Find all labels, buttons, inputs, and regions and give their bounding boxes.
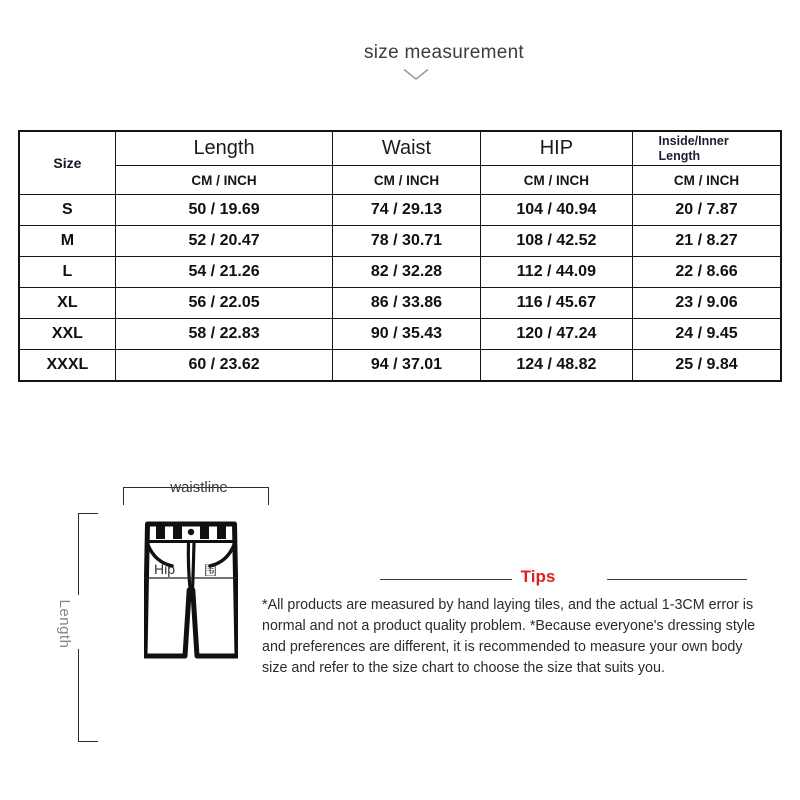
table-row [19, 319, 781, 350]
size-cell: L [19, 257, 115, 288]
length-bracket-tick-bottom [78, 741, 98, 742]
waistline-label: waistline [170, 479, 228, 496]
shorts-diagram [144, 520, 238, 661]
inner-length-cell: 20 / 7.87 [633, 195, 781, 226]
waist-cell: 78 / 30.71 [333, 226, 480, 257]
hip-cell: 124 / 48.82 [480, 350, 632, 382]
tips-heading: Tips [520, 567, 556, 586]
waist-cell: 94 / 37.01 [333, 350, 480, 382]
waist-cell: 82 / 32.28 [333, 257, 480, 288]
hip-cell: 116 / 45.67 [480, 288, 632, 319]
length-bracket-tick-top [78, 513, 98, 514]
inner-length-cell: 24 / 9.45 [633, 319, 781, 350]
waist-cell: 74 / 29.13 [333, 195, 480, 226]
waistline-bracket-tick-left [123, 487, 124, 505]
inner-length-cell: 22 / 8.66 [633, 257, 781, 288]
length-cell: 56 / 22.05 [115, 288, 333, 319]
chevron-down-icon [403, 68, 429, 81]
length-label: Length [56, 599, 74, 649]
inner-length-cell: 25 / 9.84 [633, 350, 781, 382]
page-title: size measurement [363, 42, 525, 63]
tips-divider-left [380, 579, 512, 580]
waistline-bracket-tick-right [268, 487, 269, 505]
hip-cell: 104 / 40.94 [480, 195, 632, 226]
length-unit-header: CM / INCH [115, 166, 333, 195]
hip-cell: 112 / 44.09 [480, 257, 632, 288]
tips-body-text: *All products are measured by hand laying tiles, and the actual 1-3CM error is normal and not a product quality problem. *Because everyone's dressing style and preferences are different, it is recommended to measure your own body size and refer to the size chart to choose the size that suits you. [262, 597, 756, 677]
table-row [19, 288, 781, 319]
hip-cn-label: 围 [204, 563, 218, 578]
length-cell: 58 / 22.83 [115, 319, 333, 350]
belt-loop [217, 524, 226, 539]
waist-cell: 90 / 35.43 [333, 319, 480, 350]
size-table [18, 130, 782, 382]
belt-loop [173, 524, 182, 539]
belt-loop [200, 524, 209, 539]
waist-button [188, 529, 194, 535]
table-header-row [19, 131, 781, 166]
hip-label: Hip [154, 561, 176, 577]
table-subheader-row [19, 166, 781, 195]
table-row [19, 257, 781, 288]
length-cell: 54 / 21.26 [115, 257, 333, 288]
belt-loop [156, 524, 165, 539]
tips-divider-right [607, 579, 747, 580]
table-row [19, 195, 781, 226]
shorts-outline [145, 524, 237, 656]
size-cell: XL [19, 288, 115, 319]
hip-cell: 108 / 42.52 [480, 226, 632, 257]
table-row [19, 350, 781, 382]
waist-unit-header: CM / INCH [333, 166, 480, 195]
length-cell: 60 / 23.62 [115, 350, 333, 382]
shorts-fly-line [193, 542, 194, 588]
length-column-header: Length [115, 131, 333, 166]
inner-unit-header: CM / INCH [633, 166, 781, 195]
length-bracket-line-lower [78, 649, 79, 742]
inner-length-cell: 23 / 9.06 [633, 288, 781, 319]
hip-unit-header: CM / INCH [480, 166, 632, 195]
hip-column-header: HIP [480, 131, 632, 166]
size-column-header: Size [19, 131, 115, 195]
waist-cell: 86 / 33.86 [333, 288, 480, 319]
size-cell: XXL [19, 319, 115, 350]
length-cell: 52 / 20.47 [115, 226, 333, 257]
hip-cell: 120 / 47.24 [480, 319, 632, 350]
table-row [19, 226, 781, 257]
length-bracket-line-upper [78, 513, 79, 595]
inner-length-cell: 21 / 8.27 [633, 226, 781, 257]
size-cell: M [19, 226, 115, 257]
shorts-fly-line [188, 542, 190, 588]
length-cell: 50 / 19.69 [115, 195, 333, 226]
waist-column-header: Waist [333, 131, 480, 166]
size-cell: S [19, 195, 115, 226]
size-cell: XXXL [19, 350, 115, 382]
inner-length-column-header: Inside/Inner Length [633, 131, 781, 166]
